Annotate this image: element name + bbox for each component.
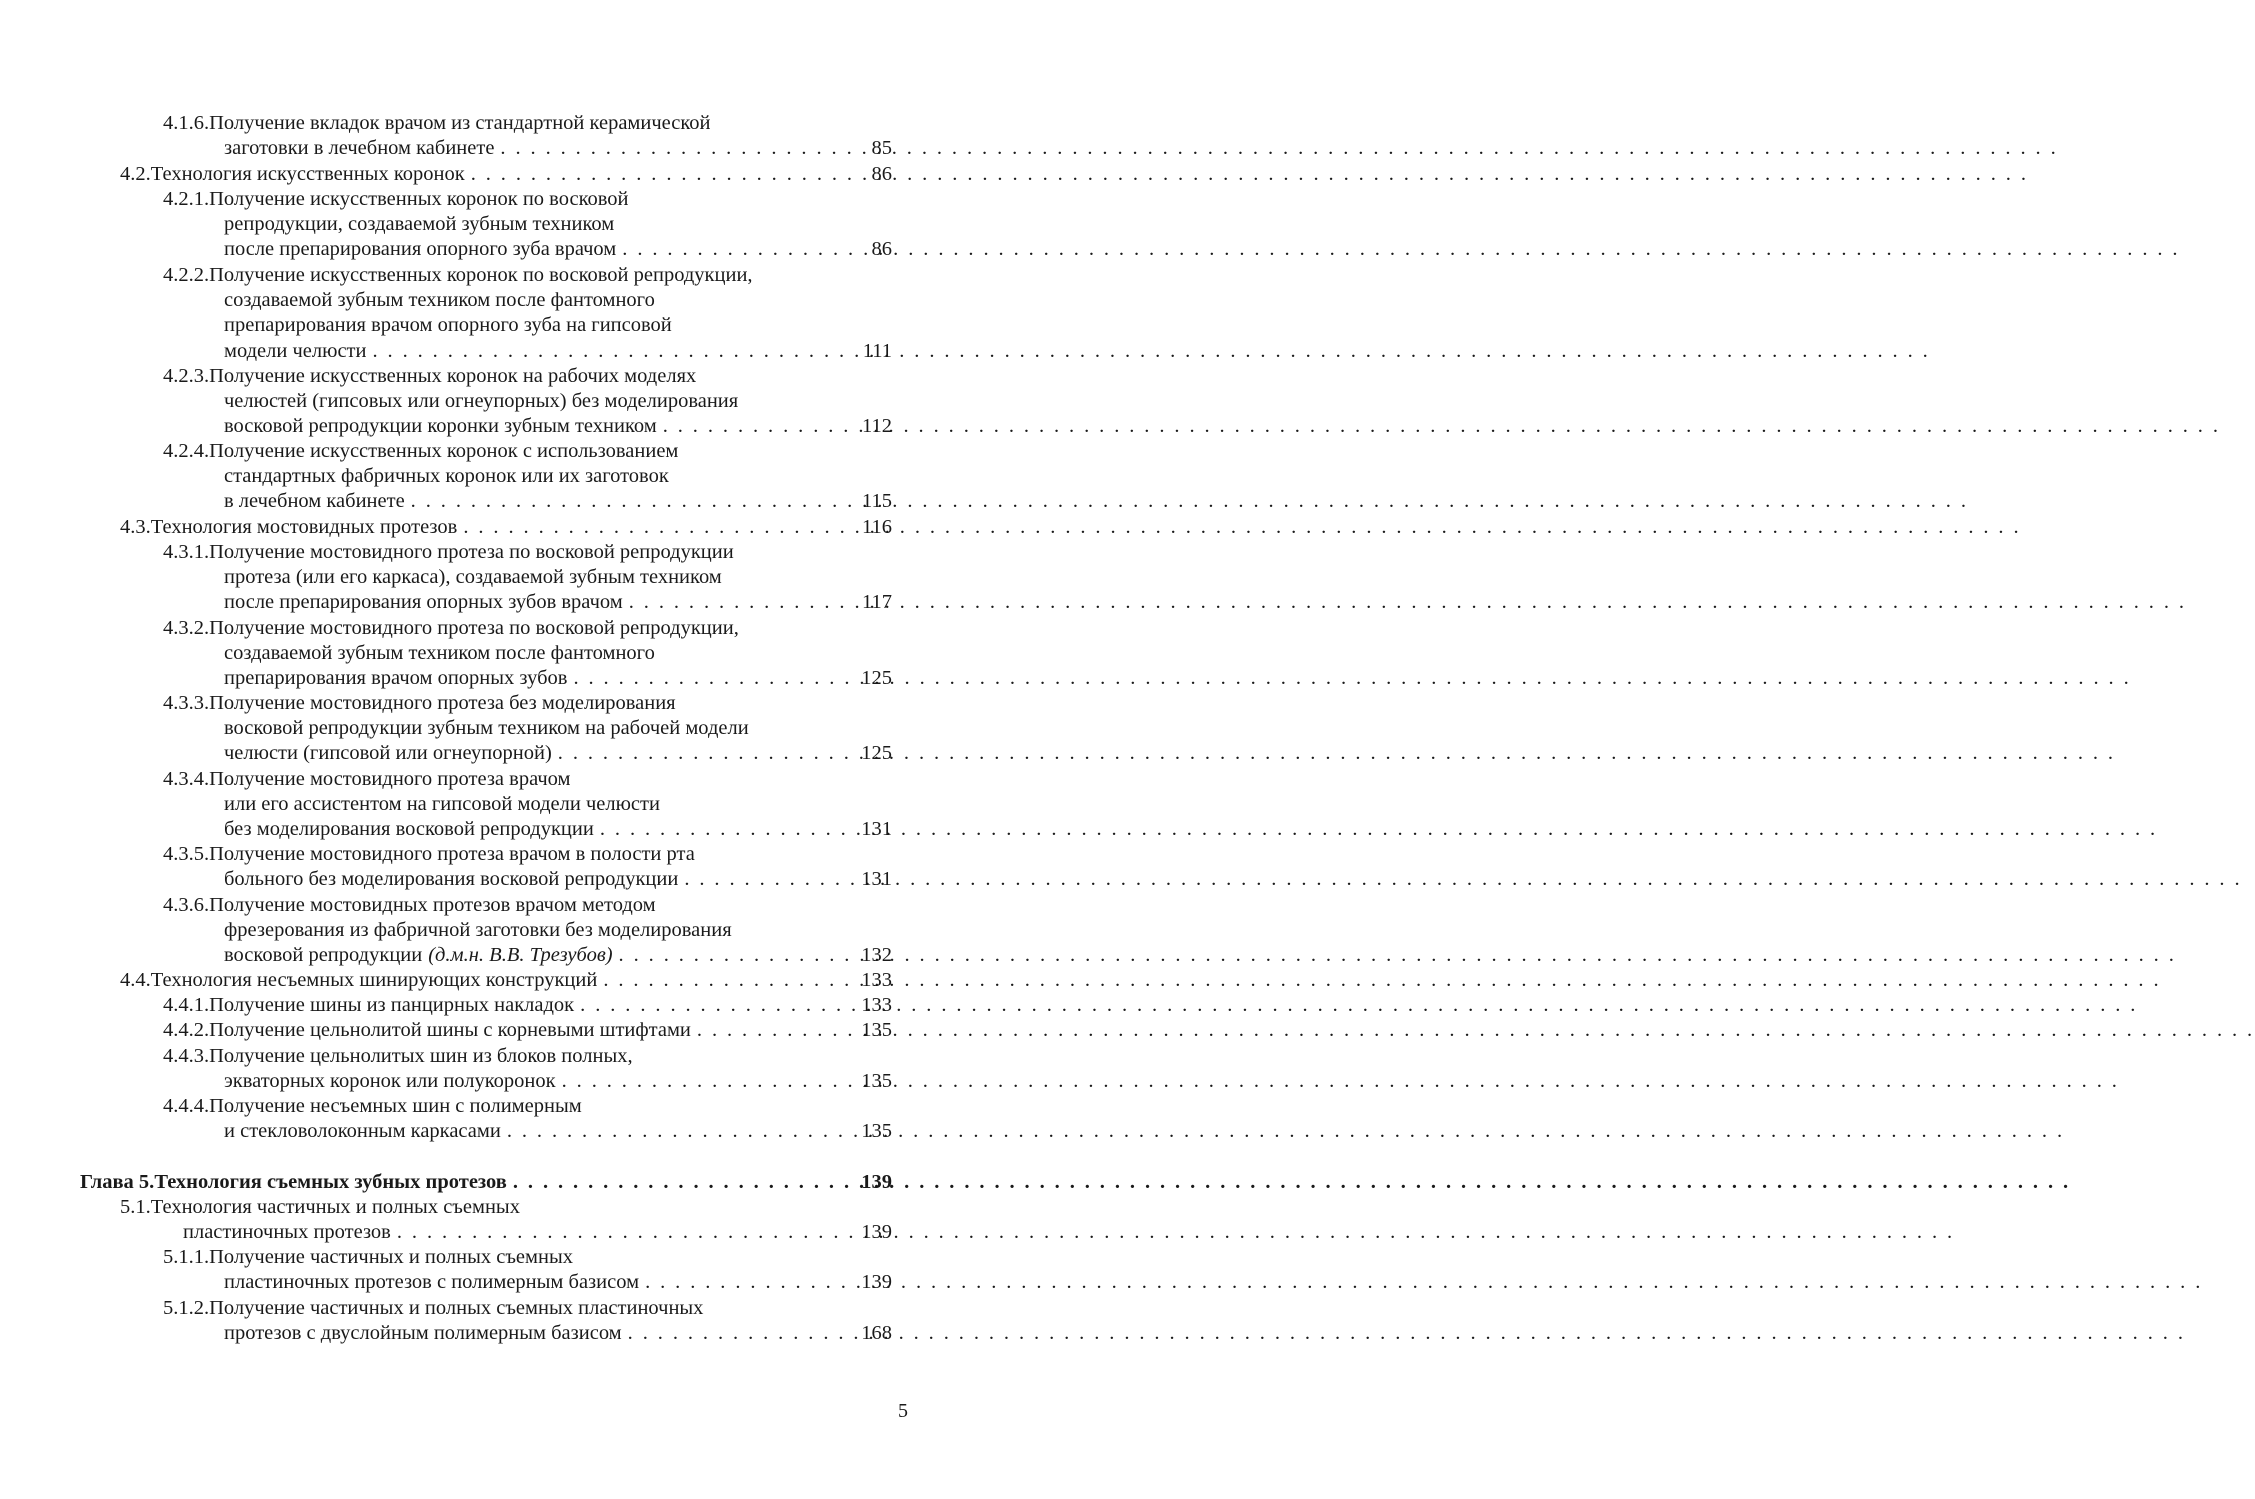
dot-leader — [463, 515, 856, 540]
toc-entry-continuation — [224, 641, 892, 666]
toc-entry-continuation — [224, 464, 892, 489]
toc-entry-title: создаваемой зубным техником после фантомного — [224, 642, 655, 664]
toc-entry — [163, 691, 892, 716]
toc-entry-title: Технология мостовидных протезов — [150, 516, 458, 538]
toc-entry-title: после препарирования опорных зубов врачом — [224, 591, 623, 613]
toc-entry-title: Получение частичных и полных съемных пластиночных — [209, 1297, 704, 1319]
toc-entry-author: (д.м.н. В.В. Трезубов) — [428, 944, 613, 966]
toc-entry — [80, 1170, 892, 1195]
dot-leader — [513, 1170, 856, 1195]
toc-entry-title: Получение цельнолитой шины с корневыми штифтами — [209, 1019, 691, 1041]
toc-entry-number: 4.2.1. — [163, 188, 210, 210]
toc-entry-continuation — [224, 339, 892, 364]
toc-entry-number: 4.4. — [120, 969, 151, 991]
toc-entry-title: фрезерования из фабричной заготовки без моделирования — [224, 919, 732, 941]
toc-entry-number: 4.4.3. — [163, 1045, 210, 1067]
dot-leader — [471, 162, 856, 187]
dot-leader — [622, 237, 856, 262]
toc-entry — [163, 893, 892, 918]
toc-entry-number: 5.1.2. — [163, 1297, 210, 1319]
toc-entry-number: 4.1.6. — [163, 112, 210, 134]
toc-entry-number: 4.3.2. — [163, 617, 210, 639]
dot-leader — [629, 590, 856, 615]
toc-entry-title: после препарирования опорного зуба врачом — [224, 238, 617, 260]
dot-leader — [573, 666, 856, 691]
toc-entry-number: 5.1.1. — [163, 1246, 210, 1268]
toc-entry-continuation — [224, 565, 892, 590]
toc-entry — [163, 540, 892, 565]
dot-leader — [562, 1069, 856, 1094]
toc-entry-page: 131 — [861, 818, 892, 840]
toc-entry-title: Технология частичных и полных съемных — [150, 1196, 520, 1218]
dot-leader — [645, 1270, 856, 1295]
toc-entry — [120, 515, 892, 540]
toc-entry-title: Технология съемных зубных протезов — [154, 1171, 507, 1193]
toc-entry-page: 133 — [861, 994, 892, 1016]
page-number: 5 — [898, 1400, 908, 1422]
dot-leader — [684, 867, 856, 892]
toc-entry-title: Технология несъемных шинирующих конструкций — [150, 969, 598, 991]
toc-entry-title: препарирования врачом опорных зубов — [224, 667, 568, 689]
toc-entry-title: Получение шины из панцирных накладок — [209, 994, 575, 1016]
toc-entry-title: экваторных коронок или полукоронок — [224, 1070, 556, 1092]
toc-entry-title: Получение мостовидного протеза по восковой репродукции — [209, 541, 734, 563]
toc-entry-continuation — [224, 817, 892, 842]
toc-entry-title: Получение искусственных коронок с использованием — [209, 440, 679, 462]
toc-entry-title: больного без моделирования восковой репродукции — [224, 868, 679, 890]
toc-entry-continuation — [224, 1069, 892, 1094]
toc-entry — [163, 993, 892, 1018]
toc-entry — [163, 1044, 892, 1069]
toc-entry-continuation — [224, 1270, 892, 1295]
toc-entry-title: Получение цельнолитых шин из блоков полных, — [209, 1045, 633, 1067]
toc-entry-title: Получение несъемных шин с полимерным — [209, 1095, 582, 1117]
toc-entry-number: 4.2.3. — [163, 365, 210, 387]
toc-entry-title: пластиночных протезов — [183, 1221, 391, 1243]
toc-entry-number: 4.3. — [120, 516, 151, 538]
toc-entry — [120, 162, 892, 187]
toc-entry-number: 4.4.4. — [163, 1095, 210, 1117]
toc-entry-page: 115 — [862, 490, 892, 512]
toc-entry-title: Получение искусственных коронок по восковой — [209, 188, 629, 210]
toc-entry-title: стандартных фабричных коронок или их заготовок — [224, 465, 669, 487]
toc-entry-title: восковой репродукции зубным техником на рабочей модели — [224, 717, 749, 739]
toc-entry-page: 86 — [871, 163, 892, 185]
toc-entry — [163, 1018, 892, 1043]
toc-entry-continuation — [224, 741, 892, 766]
toc-entry-continuation — [224, 716, 892, 741]
toc-entry-title: репродукции, создаваемой зубным техником — [224, 213, 615, 235]
toc-entry-title: заготовки в лечебном кабинете — [224, 137, 495, 159]
toc-entry — [163, 842, 892, 867]
toc-entry-continuation — [224, 943, 892, 968]
toc-entry-title: протеза (или его каркаса), создаваемой зубным техником — [224, 566, 722, 588]
toc-entry-continuation — [224, 212, 892, 237]
toc-entry-number: 4.3.4. — [163, 768, 210, 790]
toc-entry-continuation — [224, 666, 892, 691]
toc-entry — [163, 364, 892, 389]
toc-entry-number: 4.3.1. — [163, 541, 210, 563]
toc-entry — [163, 187, 892, 212]
toc-entry-number: 4.4.2. — [163, 1019, 210, 1041]
toc-entry — [163, 616, 892, 641]
dot-leader — [697, 1018, 856, 1043]
toc-entry-page: 116 — [862, 516, 892, 538]
toc-entry-continuation — [224, 590, 892, 615]
toc-entry — [120, 1195, 892, 1220]
dot-leader — [507, 1119, 856, 1144]
toc-entry-page: 135 — [861, 1019, 892, 1041]
toc-entry-title: восковой репродукции — [224, 944, 423, 966]
toc-entry-number: Глава 5. — [80, 1171, 155, 1193]
toc-entry-page: 117 — [862, 591, 892, 613]
toc-entry — [163, 1245, 892, 1270]
toc-entry — [120, 968, 892, 993]
toc-entry-page: 135 — [861, 1120, 892, 1142]
table-of-contents — [0, 0, 1000, 1400]
toc-entry-number: 4.3.5. — [163, 843, 210, 865]
toc-entry-continuation — [224, 918, 892, 943]
toc-entry-continuation — [224, 489, 892, 514]
toc-entry-continuation — [224, 136, 892, 161]
dot-leader — [411, 489, 856, 514]
toc-entry-page: 125 — [861, 667, 892, 689]
toc-entry-continuation — [183, 1220, 892, 1245]
dot-leader — [600, 817, 856, 842]
toc-entry-number: 4.4.1. — [163, 994, 210, 1016]
toc-entry-title: Получение мостовидного протеза без моделирования — [209, 692, 676, 714]
toc-entry-number: 5.1. — [120, 1196, 151, 1218]
toc-entry-number: 4.3.6. — [163, 894, 210, 916]
dot-leader — [500, 136, 856, 161]
toc-entry — [163, 263, 892, 288]
toc-entry-page: 86 — [871, 238, 892, 260]
toc-entry-title: Получение мостовидного протеза врачом в полости рта — [209, 843, 695, 865]
toc-entry-title: без моделирования восковой репродукции — [224, 818, 594, 840]
toc-entry — [163, 1296, 892, 1321]
toc-entry — [163, 111, 892, 136]
dot-leader — [372, 339, 856, 364]
toc-entry-page: 139 — [861, 1271, 892, 1293]
toc-entry-continuation — [224, 389, 892, 414]
dot-leader — [619, 943, 856, 968]
toc-entry-title: Получение искусственных коронок по восковой репродукции, — [209, 264, 753, 286]
toc-entry-page: 131 — [861, 868, 892, 890]
toc-entry-title: челюстей (гипсовых или огнеупорных) без моделирования — [224, 390, 739, 412]
toc-entry-continuation — [224, 867, 892, 892]
toc-entry-page: 112 — [862, 415, 892, 437]
toc-entry-continuation — [224, 313, 892, 338]
toc-entry-page: 139 — [861, 1221, 892, 1243]
dot-leader — [663, 414, 856, 439]
toc-entry — [163, 767, 892, 792]
toc-entry-number: 4.2.4. — [163, 440, 210, 462]
toc-entry-page: 132 — [861, 944, 892, 966]
toc-entry-continuation — [224, 288, 892, 313]
toc-entry-page: 133 — [861, 969, 892, 991]
toc-entry-title: в лечебном кабинете — [224, 490, 405, 512]
toc-entry-page: 168 — [861, 1322, 892, 1344]
toc-entry-title: Получение вкладок врачом из стандартной керамической — [209, 112, 711, 134]
toc-entry-number: 4.2.2. — [163, 264, 210, 286]
dot-leader — [580, 993, 856, 1018]
dot-leader — [397, 1220, 856, 1245]
toc-entry-title: Получение мостовидного протеза по восковой репродукции, — [209, 617, 739, 639]
toc-entry-title: Получение мостовидного протеза врачом — [209, 768, 571, 790]
toc-entry-continuation — [224, 414, 892, 439]
toc-entry-title: пластиночных протезов с полимерным базисом — [224, 1271, 640, 1293]
toc-entry-title: создаваемой зубным техником после фантомного — [224, 289, 655, 311]
toc-entry-page: 111 — [862, 340, 892, 362]
toc-entry — [163, 1094, 892, 1119]
toc-entry-page: 139 — [861, 1171, 892, 1193]
toc-entry-page: 85 — [871, 137, 892, 159]
toc-entry-title: восковой репродукции коронки зубным техником — [224, 415, 657, 437]
dot-leader — [628, 1321, 856, 1346]
toc-entry-title: или его ассистентом на гипсовой модели челюсти — [224, 793, 660, 815]
toc-entry-continuation — [224, 237, 892, 262]
toc-entry-title: модели челюсти — [224, 340, 367, 362]
toc-entry-title: Технология искусственных коронок — [150, 163, 465, 185]
toc-entry-title: Получение искусственных коронок на рабочих моделях — [209, 365, 697, 387]
toc-entry-title: протезов с двуслойным полимерным базисом — [224, 1322, 622, 1344]
dot-leader — [603, 968, 856, 993]
toc-entry-continuation — [224, 1321, 892, 1346]
toc-entry-number: 4.3.3. — [163, 692, 210, 714]
toc-entry-number: 4.2. — [120, 163, 151, 185]
toc-entry-title: челюсти (гипсовой или огнеупорной) — [224, 742, 552, 764]
toc-entry-page: 135 — [861, 1070, 892, 1092]
toc-entry-continuation — [224, 1119, 892, 1144]
dot-leader — [558, 741, 856, 766]
toc-entry-title: и стекловолоконным каркасами — [224, 1120, 501, 1142]
toc-entry-page: 125 — [861, 742, 892, 764]
toc-entry-title: препарирования врачом опорного зуба на гипсовой — [224, 314, 672, 336]
toc-entry-title: Получение мостовидных протезов врачом методом — [209, 894, 656, 916]
toc-entry-continuation — [224, 792, 892, 817]
toc-entry — [163, 439, 892, 464]
toc-entry-title: Получение частичных и полных съемных — [209, 1246, 573, 1268]
